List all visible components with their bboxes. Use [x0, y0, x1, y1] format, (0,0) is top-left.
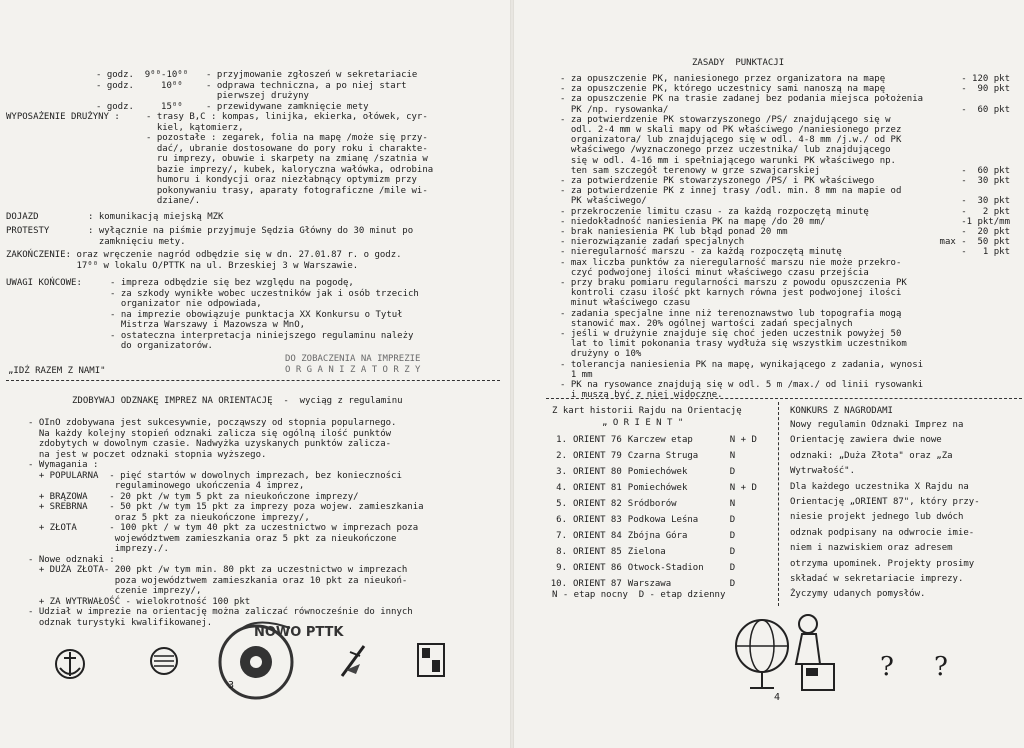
wyposazenie-line: - pozostałe : zegarek, folia na mapę /może się przy-	[146, 133, 428, 143]
protesty-label: PROTESTY	[6, 226, 50, 236]
konkurs-line: Orientację zawiera dwie nowe	[790, 435, 942, 446]
odznaki-line: + POPULARNA - pięć startów w dowolnych imprezach, bez konieczności	[28, 470, 402, 481]
hiker-emblem-icon	[336, 640, 370, 680]
history-event: ORIENT 84	[573, 531, 622, 541]
scoring-line: - przy braku pomiaru regularności marszu z powodu opuszczenia PK	[560, 278, 907, 288]
odznaki-line: na jest w poczet odznaki stopnia wyższego.	[28, 449, 267, 460]
scoring-line: 1 mm	[560, 369, 593, 380]
dojazd-label: DOJAZD	[6, 212, 39, 222]
history-row	[546, 512, 760, 528]
scoring-line: - nieregularność marszu - za każdą rozpoczętą minutę	[560, 247, 842, 258]
konkurs-line: Życzymy udanych pomysłów.	[790, 589, 926, 600]
page-number-left: 3	[228, 680, 235, 691]
history-type: D	[729, 563, 736, 573]
page-fold	[510, 0, 514, 748]
scoring-line: minut właściwego czasu	[560, 298, 691, 309]
history-place: Karczew etap	[627, 435, 693, 445]
odznaki-line: regulaminowego ukończenia 4 imprez,	[28, 481, 305, 491]
anchor-emblem-icon	[52, 644, 88, 684]
history-no: 10.	[550, 579, 567, 589]
scoring-points: - 60 pkt	[961, 104, 1010, 115]
schedule-text: - odprawa techniczna, a po niej start	[206, 80, 407, 91]
odznaki-line: zdobytych w dowolnym czasie. Nadwyżka uzyskanych punktów zalicza-	[28, 439, 392, 449]
schedule-row	[96, 91, 417, 102]
scoring-line: - jeśli w drużynie znajduje się choć jeden uczestnik powyżej 50	[560, 329, 902, 339]
scoring-line: - przekroczenie limitu czasu - za każdą rozpoczętą minutę	[560, 206, 869, 217]
history-row	[546, 464, 760, 480]
scoring-line: - niedokładność naniesienia PK na mapę /do 20 mm/	[560, 216, 826, 227]
scoring-points: -1 pkt/mm	[961, 216, 1010, 227]
uwagi-line: - impreza odbędzie się bez względu na pogodę,	[110, 278, 354, 288]
history-place: Warszawa	[627, 579, 672, 589]
wyposazenie-line: dziane/.	[146, 196, 201, 206]
question-mark-1: ?	[880, 652, 894, 682]
scoring-line: - nierozwiązanie zadań specjalnych	[560, 237, 745, 248]
scoring-line: - za opuszczenie PK, którego uczestnicy sami nanoszą na mapę	[560, 84, 886, 95]
scoring-line: - brak naniesienia PK lub błąd ponad 20 mm	[560, 227, 788, 237]
scoring-points: max - 50 pkt	[939, 237, 1010, 248]
history-type: N + D	[729, 435, 757, 445]
schedule-row	[96, 81, 417, 92]
history-no: 5.	[556, 499, 567, 509]
question-mark-2: ?	[934, 652, 948, 682]
history-type: D	[729, 579, 736, 589]
history-row	[546, 496, 760, 512]
schedule-time: - godz. 9⁰⁰-10⁰⁰	[96, 70, 189, 80]
scoring-line: i muszą być z niej widoczne.	[560, 390, 723, 401]
history-no: 3.	[556, 467, 567, 477]
odznaki-line: - Wymagania :	[28, 460, 99, 470]
dojazd-text: : komunikacją miejską MZK	[88, 212, 224, 222]
scoring-line: - za potwierdzenie PK stowarzyszonego /PS/ znajdującego się w	[560, 114, 891, 125]
page-number-right: 4	[774, 692, 781, 703]
history-row	[546, 544, 760, 560]
history-event: ORIENT 85	[573, 547, 622, 557]
konkurs-line: otrzyma upominek. Projekty prosimy	[790, 558, 975, 569]
pttk-stamp-text: NOWO PTTK	[254, 625, 344, 640]
scoring-line: czyć podwojonej ilości minut właściwego czasu przejścia	[560, 267, 869, 278]
history-type: D	[729, 467, 736, 477]
uwagi-line: do organizatorów.	[110, 341, 213, 351]
protesty-text	[88, 226, 413, 247]
scoring-line: - PK na rysowance znajdują się w odl. 5 m /max./ od linii rysowanki	[560, 380, 924, 390]
zakonczenie-text	[6, 250, 402, 271]
scoring-line: - max liczba punktów za nieregularność marszu nie może przekro-	[560, 257, 902, 268]
wyposazenie-line: bazie imprezy/, kubek, kaloryczna wałówka, odrobina	[146, 164, 434, 175]
wyposazenie-label: WYPOSAŻENIE DRUŻYNY :	[6, 112, 120, 122]
history-event: ORIENT 76	[573, 435, 622, 445]
uwagi-label: UWAGI KOŃCOWE:	[6, 278, 82, 288]
odznaki-title: ZDOBYWAJ ODZNAKĘ IMPREZ NA ORIENTACJĘ - wyciąg z regulaminu	[72, 396, 403, 406]
history-place: Zielona	[627, 547, 666, 557]
odznaki-line: + SREBRNA - 50 pkt /w tym 15 pkt za imprezy poza wojew. zamieszkania	[28, 502, 424, 512]
odznaki-line: - OInO zdobywana jest sukcesywnie, począwszy od stopnia popularnego.	[28, 418, 397, 428]
scoring-points: - 20 pkt	[961, 227, 1010, 237]
left-page	[0, 0, 508, 748]
history-no: 6.	[556, 515, 567, 525]
wyposazenie-line: kiel, kątomierz,	[146, 122, 244, 133]
history-place: Czarna Struga	[627, 451, 699, 461]
scoring-points: - 2 pkt	[961, 206, 1010, 217]
history-row	[546, 480, 760, 496]
schedule-text: pierwszej drużyny	[206, 91, 309, 101]
schedule	[96, 70, 417, 112]
odznaki-line: + ZA WYTRWAŁOŚĆ - wielokrotność 100 pkt	[28, 596, 251, 607]
history-row	[546, 432, 760, 448]
schedule-row	[96, 70, 417, 81]
odznaki-line: poza województwem zamieszkania oraz 10 pkt za nieukoń-	[28, 575, 408, 586]
globe-explorer-icon	[732, 602, 842, 702]
schedule-row	[96, 102, 417, 113]
wyposazenie-list	[146, 112, 433, 207]
history-type: N	[729, 499, 736, 509]
scoring-line: stanowić max. 20% ogólnej wartości zadań specjalnych	[560, 318, 853, 329]
history-event: ORIENT 87	[573, 579, 622, 589]
konkurs-line: niem i nazwiskiem oraz adresem	[790, 543, 953, 554]
uwagi-line: Mistrza Warszawy i Mazowsza w MnO,	[110, 320, 306, 330]
wyposazenie-line: dać/, ubranie dostosowane do pory roku i charakte-	[146, 143, 428, 154]
history-type: N	[729, 451, 736, 461]
protesty-line: : wyłącznie na piśmie przyjmuje Sędzia Główny do 30 minut po	[88, 226, 414, 236]
history-no: 8.	[556, 547, 567, 557]
history-no: 2.	[556, 451, 567, 461]
history-event: ORIENT 80	[573, 467, 622, 477]
pttk-stamp-icon	[210, 610, 344, 706]
schedule-text: - przewidywane zamknięcie mety	[206, 101, 369, 112]
odznaki-line: odznak turystyki kwalifikowanej.	[28, 617, 213, 628]
scoring-line: PK /np. rysowanka/	[560, 104, 669, 115]
uwagi-line: - na imprezie obowiązuje punktacja XX Konkursu o Tytuł	[110, 309, 403, 320]
scoring-line: PK właściwego/	[560, 196, 647, 207]
scoring-line: - za opuszczenie PK, naniesionego przez organizatora na mapę	[560, 74, 886, 84]
scoring-line: - za opuszczenie PK na trasie zadanej bez podania miejsca położenia	[560, 94, 924, 105]
history-title: Z kart historii Rajdu na Orientację	[552, 406, 742, 416]
history-type: N + D	[729, 483, 757, 493]
history-table	[546, 432, 760, 592]
wyposazenie-line: ru imprezy, obuwie i skarpety na zmianę /szatnia w	[146, 154, 428, 164]
history-place: Pomiechówek	[627, 483, 688, 493]
scoring-line: organizatora/ lub znajdującego się w odl. 4-8 mm /j.w./ od PK	[560, 135, 902, 146]
konkurs-title: KONKURS Z NAGRODAMI	[790, 406, 893, 416]
konkurs-line: składać w sekretariacie imprezy.	[790, 574, 964, 584]
history-row	[546, 448, 760, 464]
compass-rose-emblem-icon	[148, 644, 180, 678]
farewell-line-2: O R G A N I Z A T O R Z Y	[285, 365, 421, 375]
history-row	[546, 528, 760, 544]
scoring-points: - 30 pkt	[961, 196, 1010, 207]
konkurs-line: odznaki: „Duża Złota" oraz „Za	[790, 450, 953, 461]
uwagi-list	[110, 278, 419, 352]
konkurs-line: odznak podpisany na odwrocie imie-	[790, 527, 975, 538]
history-event: ORIENT 81	[573, 483, 622, 493]
history-place: Otwock-Stadion	[627, 563, 704, 573]
history-place: Pomiechówek	[627, 467, 688, 477]
history-place: Podkowa Leśna	[627, 515, 699, 525]
history-place: Zbójna Góra	[627, 531, 688, 541]
uwagi-line: - za szkody wynikłe wobec uczestników jak i osób trzecich	[110, 288, 419, 299]
scoring-line: - za potwierdzenie PK stowarzyszonego /PS/ i PK właściwego	[560, 176, 875, 186]
scoring-line: odl. 2-4 mm w skali mapy od PK właściwego /naniesionego przez	[560, 125, 902, 135]
uwagi-line: organizator nie odpowiada,	[110, 299, 262, 309]
scoring-line: drużyny o 10%	[560, 349, 642, 360]
konkurs-line: niesie projekt jednego lub dwóch	[790, 512, 964, 523]
motto: „IDŹ RAZEM Z NAMI"	[8, 366, 106, 376]
scoring-title: ZASADY PUNKTACJI	[692, 58, 785, 68]
wyposazenie-line: humoru i kondycji oraz niezłabnący optymizm przy	[146, 175, 417, 185]
odznaki-line: + ZŁOTA - 100 pkt / w tym 40 pkt za uczestnictwo w imprezach poza	[28, 523, 419, 533]
odznaki-list	[28, 418, 424, 628]
history-row	[546, 560, 760, 576]
history-no: 7.	[556, 531, 567, 541]
history-type: D	[729, 547, 736, 557]
wyposazenie-line: - trasy B,C : kompas, linijka, ekierka, ołówek, cyr-	[146, 112, 428, 122]
scoring-line: właściwego /wyznaczonego przez uczestnika/ lub znajdującego	[560, 145, 891, 156]
history-legend: N - etap nocny D - etap dzienny	[552, 590, 726, 600]
history-no: 9.	[556, 563, 567, 573]
schedule-time: - godz. 15⁰⁰	[96, 101, 183, 112]
history-event: ORIENT 79	[573, 451, 622, 461]
scoring-points: - 30 pkt	[961, 176, 1010, 186]
schedule-time: - godz. 10⁰⁰	[96, 80, 183, 91]
odznaki-line: - Udział w imprezie na orientację można zaliczać równocześnie do innych	[28, 607, 413, 617]
history-type: D	[729, 515, 736, 525]
protesty-line: zamknięciu mety.	[88, 236, 186, 247]
scoring-points: - 60 pkt	[961, 165, 1010, 176]
wyposazenie-line: pokonywaniu trasy, aparaty fotograficzne /mile wi-	[146, 185, 428, 196]
history-type: D	[729, 531, 736, 541]
odznaki-line: województwem zamieszkania oraz 5 pkt za nieukończone	[28, 533, 397, 544]
konkurs-line: Dla każdego uczestnika X Rajdu na	[790, 481, 969, 492]
section-divider	[6, 380, 500, 381]
scoring-points: - 90 pkt	[961, 84, 1010, 95]
right-page	[516, 0, 1024, 748]
konkurs-line: Wytrwałość".	[790, 466, 856, 477]
zakonczenie-line: ZAKOŃCZENIE: oraz wręczenie nagród odbędzie się w dn. 27.01.87 r. o godz.	[6, 250, 402, 260]
scoring-points: - 1 pkt	[961, 247, 1010, 258]
scoring-line: ten sam szczegół terenowy w grze szwajcarskiej	[560, 165, 821, 176]
history-no: 4.	[556, 483, 567, 493]
odznaki-line: + DUŻA ZŁOTA- 200 pkt /w tym min. 80 pkt za uczestnictwo w imprezach	[28, 565, 408, 575]
scoring-line: - za potwierdzenie PK z innej trasy /odl. min. 8 mm na mapie od	[560, 186, 902, 197]
scoring-points: - 120 pkt	[961, 74, 1010, 84]
konkurs-line: Nowy regulamin Odznaki Imprez na	[790, 420, 964, 430]
odznaki-line: + BRĄZOWA - 20 pkt /w tym 5 pkt za nieukończone imprezy/	[28, 491, 359, 502]
uwagi-line: - ostateczna interpretacja niniejszego regulaminu należy	[110, 330, 414, 341]
odznaki-line: - Nowe odznaki :	[28, 554, 115, 565]
column-divider	[778, 402, 779, 606]
history-event: ORIENT 82	[573, 499, 622, 509]
farewell-line-1: DO ZOBACZENIA NA IMPREZIE	[285, 354, 421, 364]
scoring-line: lat to limit pokonania trasy wydłuża się wszystkim uczestnikom	[560, 339, 907, 350]
odznaki-line: Na każdy kolejny stopień odznaki zalicza się ogólną ilość punktów	[28, 428, 392, 439]
odznaki-line: imprezy./.	[28, 544, 169, 554]
history-event: ORIENT 86	[573, 563, 622, 573]
odznaki-line: oraz 5 pkt za nieukończone imprezy/,	[28, 512, 310, 523]
zakonczenie-line: 17⁰⁰ w lokalu O/PTTK na ul. Brzeskiej 3 w Warszawie.	[6, 260, 359, 271]
history-place: Sródborów	[627, 499, 677, 509]
scoring-line: się w odl. 4-16 mm i spełniającego warunki PK właściwego np.	[560, 155, 896, 166]
konkurs-line: Orientację „ORIENT 87", który przy-	[790, 497, 980, 507]
history-no: 1.	[556, 435, 567, 445]
scoring-line: - tolerancja naniesienia PK na mapę, wynikającego z zadania, wynosi	[560, 359, 924, 370]
history-event: ORIENT 83	[573, 515, 622, 525]
schedule-text: - przyjmowanie zgłoszeń w sekretariacie	[206, 70, 418, 80]
pttk-badge-icon	[412, 638, 450, 682]
scoring-line: - zadania specjalne inne niż terenoznawstwo lub topografia mogą	[560, 308, 902, 319]
history-subtitle: „ O R I E N T "	[602, 418, 684, 428]
odznaki-line: czenie imprezy/,	[28, 586, 202, 596]
scoring-line: kontroli czasu ilość pkt karnych równa jest podwojonej ilości	[560, 288, 902, 299]
section-divider-right	[546, 398, 1022, 399]
